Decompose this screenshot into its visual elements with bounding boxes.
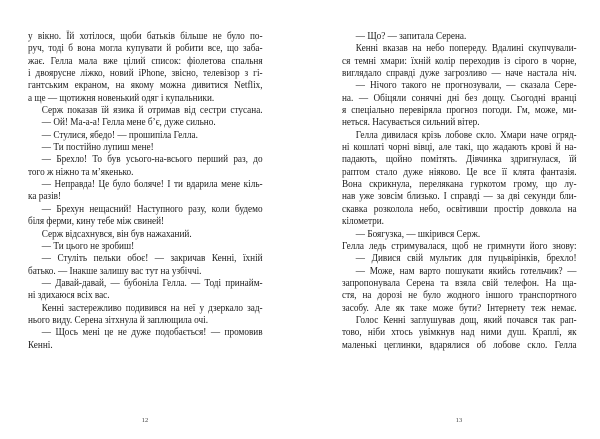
- text-line: батько. — Інакше залишу вас тут на узбіччі.: [28, 264, 202, 277]
- text-line: Вона скрикнула, перелякана гуркотом грому, що лу-: [342, 178, 577, 191]
- text-line: — Може, нам варто пошукати якийсь готельчик? —: [355, 264, 577, 277]
- text-line: на. — Обіцяли сонячні дні без дощу. Сьогодні вранці: [342, 91, 577, 104]
- text-line: ні здихаюся всіх вас.: [28, 289, 110, 302]
- text-line: неться. Насувається сильний вітер.: [342, 116, 480, 129]
- text-line: Кенні вказав на небо попереду. Вдалині скупчували-: [355, 42, 577, 55]
- text-line: і двоярусне ліжко, новий iPhone, звісно, телевізор з гі-: [28, 67, 263, 80]
- text-line: Гелла дивилася крізь лобове скло. Хмари наче огряд-: [355, 128, 577, 141]
- text-line: — Боягузка, — шкірився Серж.: [355, 227, 481, 240]
- text-line: — Стуліть пельки обоє! — закричав Кенні, їхній: [41, 252, 263, 265]
- text-line: запропонувала Серена та взяла свій телефон. На ща-: [342, 276, 577, 289]
- text-line: того ж ніжно та м’якенько.: [28, 165, 134, 178]
- text-line: — Ти постійно лупиш мене!: [41, 141, 154, 154]
- text-line: — Неправда! Це було боляче! І ти вдарила мене кіль-: [41, 178, 263, 191]
- page-number-right: 13: [455, 417, 463, 424]
- text-line: — Дивися свій мультик для пуцьвірінків, брехло!: [355, 252, 577, 265]
- text-line: — Брехун нещасний! Наступного разу, коли будемо: [41, 202, 263, 215]
- text-line: — Що? — запитала Серена.: [355, 30, 467, 42]
- text-line: — Ти цього не зробиш!: [41, 239, 135, 252]
- text-line: раптом стало дуже ніяково. Це все її клята фантазія.: [342, 165, 577, 178]
- text-line: Серж відсахнувся, він був нажаханий.: [41, 227, 192, 240]
- text-line: нав уже зовсім близько. І справді — за дві секунди бли-: [342, 190, 577, 203]
- text-line: скавка розколола небо, освітивши простір довкола на: [342, 202, 577, 215]
- right-page-text: [342, 30, 577, 351]
- text-line: руч, тоді б вона могла купувати й робити все, що заба-: [28, 42, 263, 55]
- text-line: виглядало справді дуже загрозливо — наче настала ніч.: [342, 67, 577, 80]
- text-line: нього виду. Серена зітхнула й заплющила очі.: [28, 313, 209, 326]
- page-number-left: 12: [141, 417, 149, 424]
- text-line: — Давай-давай, — бубоніла Гелла. — Тоді принайм-: [41, 276, 263, 289]
- text-line: Кенні застережливо подивився на неї у дзеркало зад-: [41, 301, 263, 314]
- text-line: кілометри.: [342, 215, 384, 228]
- text-line: — Нічого такого не прогнозували, — сказала Сере-: [355, 79, 577, 92]
- text-line: маленькі цеглинки, вдарялися об лобове скло. Гелла: [342, 338, 577, 351]
- text-line: падають, щойно помітять. Дівчинка здригнулася, їй: [342, 153, 577, 166]
- text-line: — Стулися, ябедо! — прошипіла Гелла.: [41, 128, 198, 141]
- text-line: біля ферми, кину тебе між свиней!: [28, 215, 165, 228]
- text-line: ні кошлаті чорні вівці, але такі, що жадають крові й на-: [342, 141, 577, 154]
- text-line: Кенні.: [28, 338, 53, 351]
- text-line: я спеціально перевіряла прогноз погоди. Гм, може, ми-: [342, 104, 577, 117]
- text-line: — Ой! Ма-а-а! Гелла мене б’є, дуже сильно.: [41, 116, 216, 129]
- text-line: гантським екраном, на якому можна дивитися Netflix,: [28, 79, 263, 92]
- left-page-text: [28, 30, 263, 351]
- text-line: — Брехло! То був усього-на-всього перший раз, до: [41, 153, 263, 166]
- text-line: Серж показав їй язика й отримав від сестри стусана.: [41, 104, 263, 117]
- text-line: ся темні хмари: їхній колір переходив із сірого в чорне,: [342, 54, 577, 67]
- text-line: Гелла ледь стримувалася, щоб не гримнути його знову:: [342, 239, 577, 252]
- text-line: тово, ніби хтось увімкнув над ними душ. Краплі, як: [342, 326, 577, 339]
- text-line: — Щось мені це не дуже подобається! — промовив: [41, 326, 263, 339]
- text-line: жає. Гелла мала вже цілий список: фіолетова спальня: [28, 54, 263, 67]
- text-line: засобу. Але як таке може бути? Інтернету теж немає.: [342, 301, 577, 314]
- text-line: ка разів!: [28, 190, 62, 203]
- text-line: Голос Кенні заглушував дощ, який почався так рап-: [355, 313, 577, 326]
- text-line: а ще — щотижня новенький одяг і купальники.: [28, 91, 215, 104]
- text-line: стя, на дорозі не було жодного іншого транспортного: [342, 289, 577, 302]
- text-line: у вікно. Їй хотілося, щоби батьків більше не було по-: [28, 30, 263, 42]
